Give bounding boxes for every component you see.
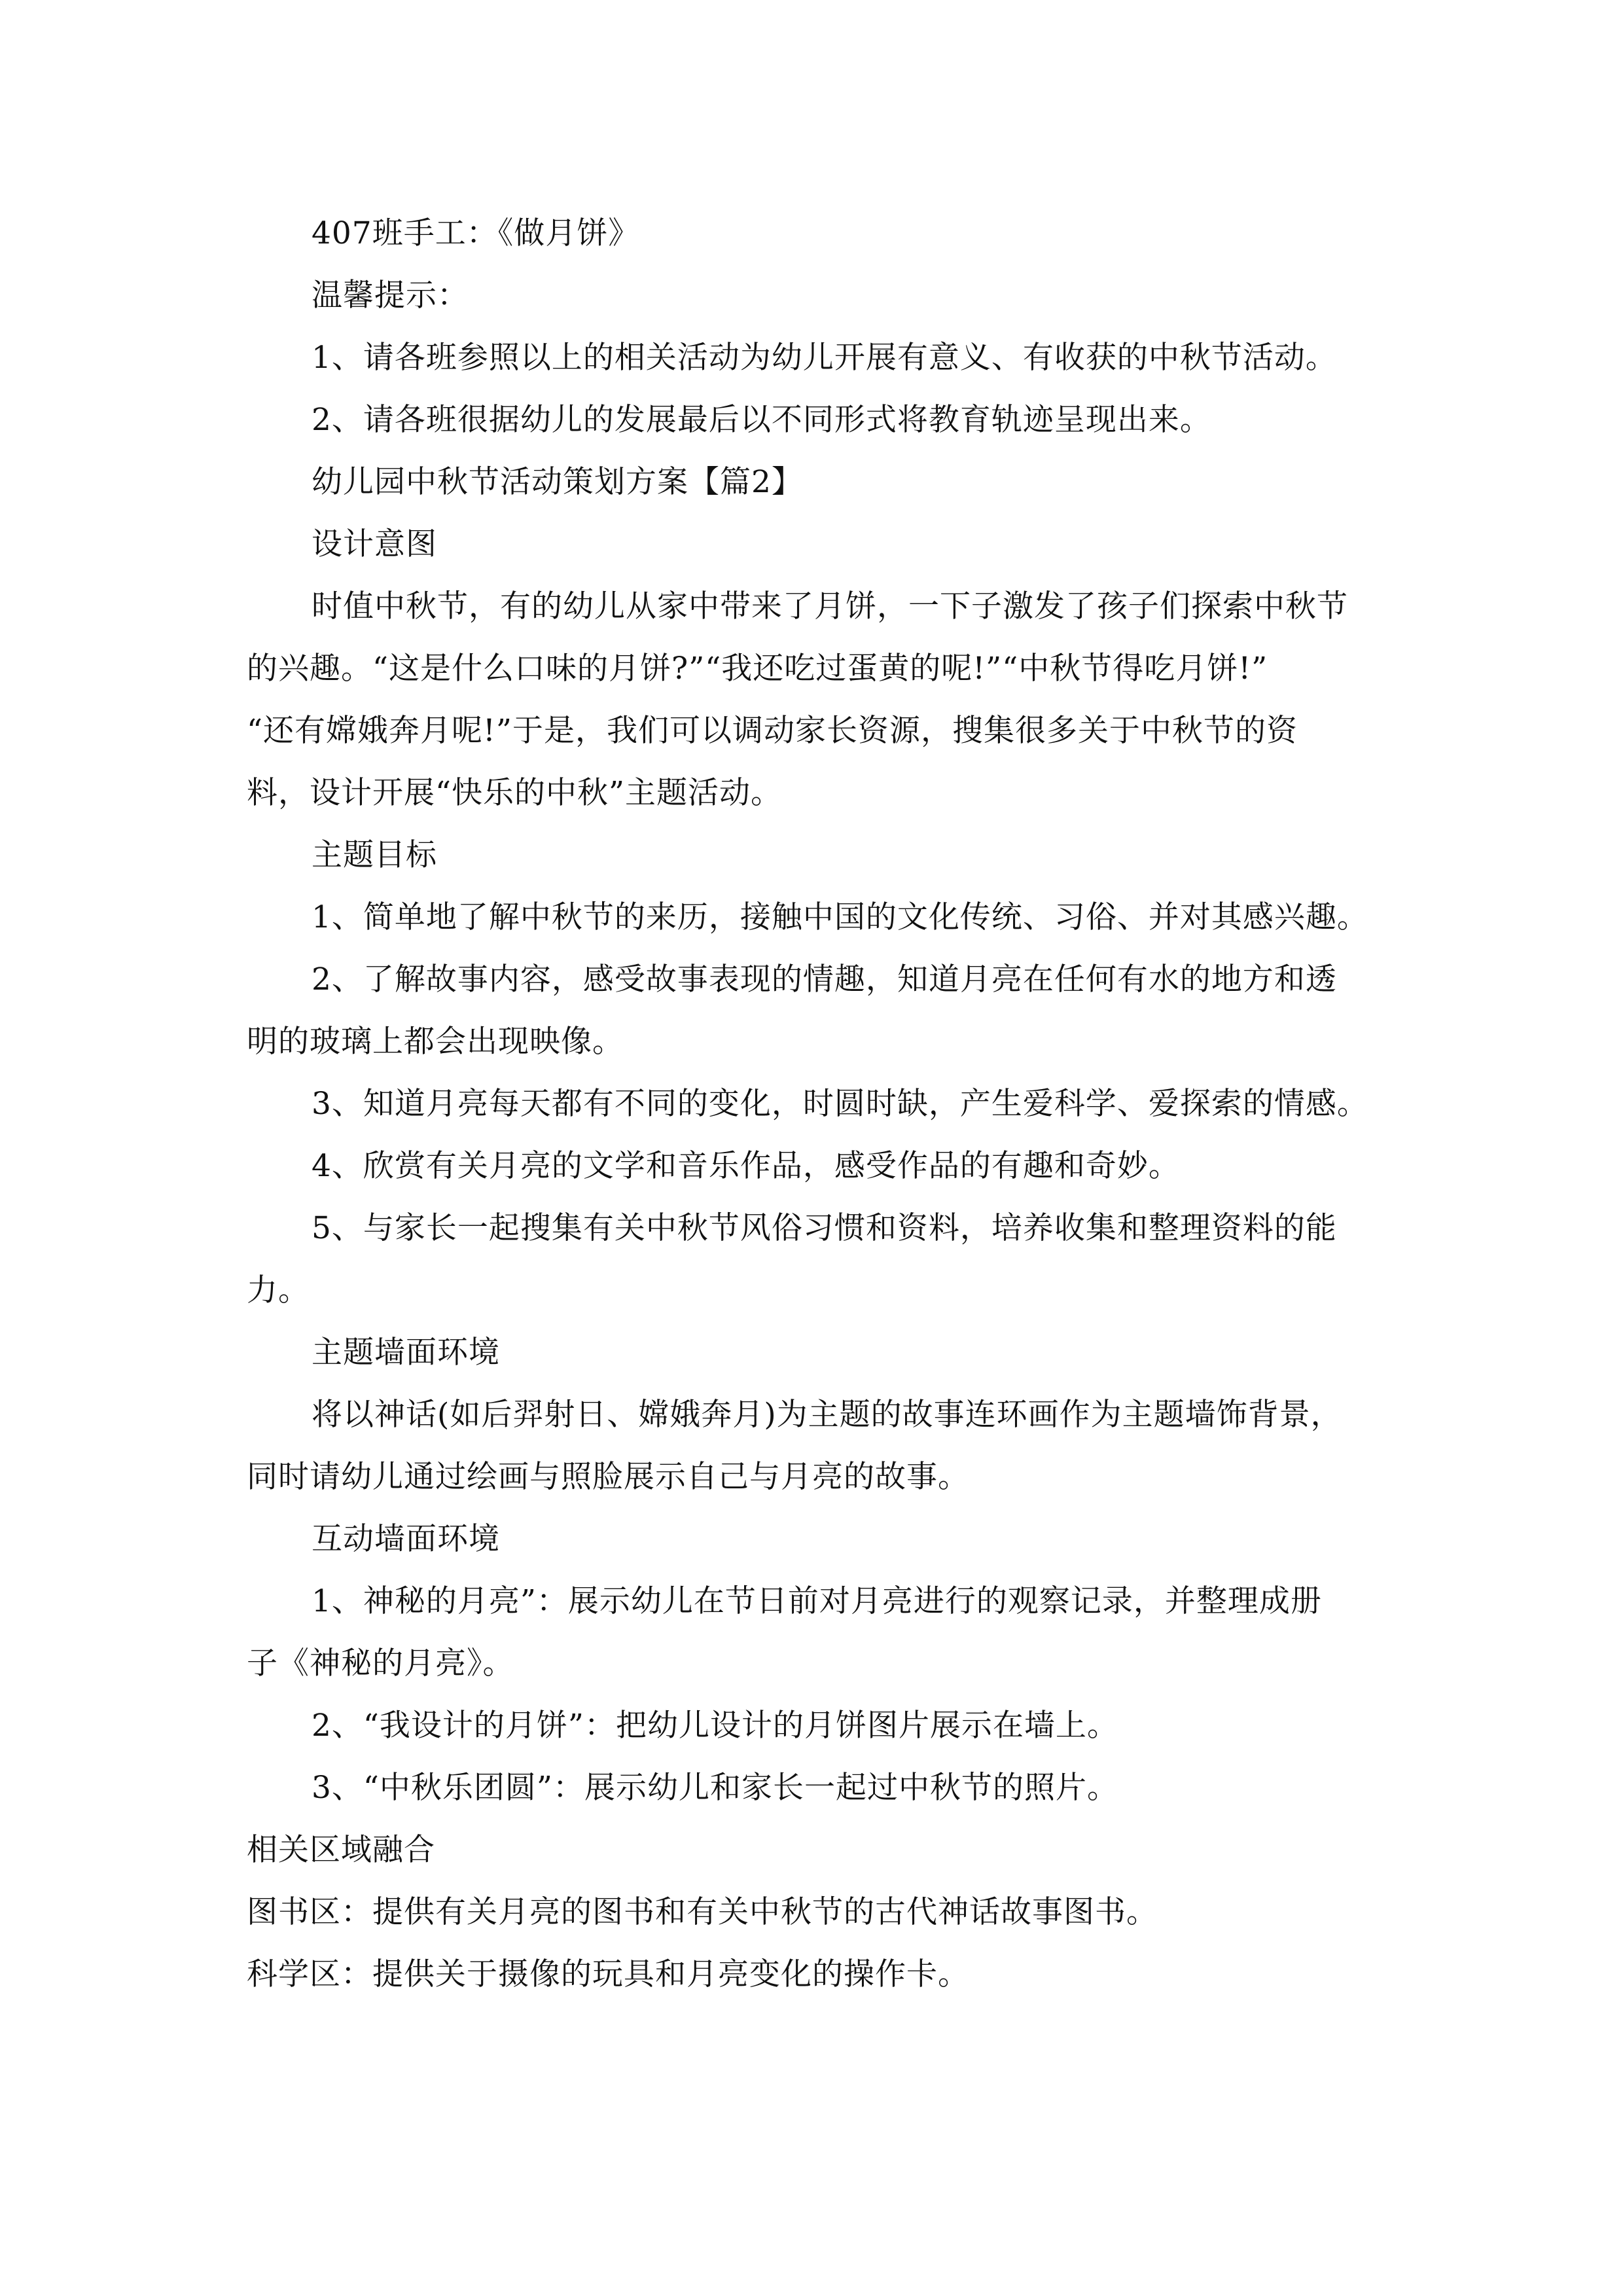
paragraph-line: 将以神话(如后羿射日、嫦娥奔月)为主题的故事连环画作为主题墙饰背景， (312, 1397, 1342, 1433)
goal-item-2: 2、了解故事内容，感受故事表现的情趣，知道月亮在任何有水的地方和透 (312, 961, 1337, 997)
section-title: 幼儿园中秋节活动策划方案【篇2】 (312, 464, 803, 500)
paragraph-line: “还有嫦娥奔月呢!”于是，我们可以调动家长资源，搜集很多关于中秋节的资 (247, 713, 1298, 749)
goal-item-2-continued: 明的玻璃上都会出现映像。 (247, 1024, 624, 1060)
design-intent-heading: 设计意图 (312, 526, 437, 562)
wall-item-1-continued: 子《神秘的月亮》。 (247, 1645, 514, 1681)
tips-heading: 温馨提示： (312, 278, 469, 314)
science-area-line: 科学区：提供关于摄像的玩具和月亮变化的操作卡。 (247, 1956, 969, 1992)
paragraph-line: 的兴趣。“这是什么口味的月饼?”“我还吃过蛋黄的呢!”“中秋节得吃月饼!” (247, 651, 1268, 687)
paragraph-line: 料，设计开展“快乐的中秋”主题活动。 (247, 775, 783, 811)
goals-heading: 主题目标 (312, 837, 437, 873)
interactive-wall-heading: 互动墙面环境 (312, 1521, 500, 1557)
wall-item-2: 2、“我设计的月饼”：把幼儿设计的月饼图片展示在墙上。 (312, 1708, 1118, 1744)
goal-item-4: 4、欣赏有关月亮的文学和音乐作品，感受作品的有趣和奇妙。 (312, 1148, 1180, 1184)
theme-wall-heading: 主题墙面环境 (312, 1335, 500, 1371)
area-integration-heading: 相关区域融合 (247, 1832, 435, 1868)
wall-item-1: 1、神秘的月亮”：展示幼儿在节日前对月亮进行的观察记录，并整理成册 (312, 1583, 1322, 1619)
goal-item-3: 3、知道月亮每天都有不同的变化，时圆时缺，产生爱科学、爱探索的情感。 (312, 1086, 1368, 1122)
goal-item-5: 5、与家长一起搜集有关中秋节风俗习惯和资料，培养收集和整理资料的能 (312, 1210, 1337, 1246)
library-area-line: 图书区：提供有关月亮的图书和有关中秋节的古代神话故事图书。 (247, 1894, 1158, 1930)
paragraph-line: 同时请幼儿通过绘画与照脸展示自己与月亮的故事。 (247, 1459, 969, 1495)
goal-item-1: 1、简单地了解中秋节的来历，接触中国的文化传统、习俗、并对其感兴趣。 (312, 899, 1368, 935)
class-407-craft-line: 407班手工：《做月饼》 (312, 215, 640, 251)
goal-item-5-continued: 力。 (247, 1272, 310, 1308)
paragraph-line: 时值中秋节，有的幼儿从家中带来了月饼，一下子激发了孩子们探索中秋节 (312, 588, 1348, 624)
tip-item-2: 2、请各班很据幼儿的发展最后以不同形式将教育轨迹呈现出来。 (312, 402, 1211, 438)
tip-item-1: 1、请各班参照以上的相关活动为幼儿开展有意义、有收获的中秋节活动。 (312, 340, 1337, 376)
wall-item-3: 3、“中秋乐团圆”：展示幼儿和家长一起过中秋节的照片。 (312, 1770, 1118, 1806)
